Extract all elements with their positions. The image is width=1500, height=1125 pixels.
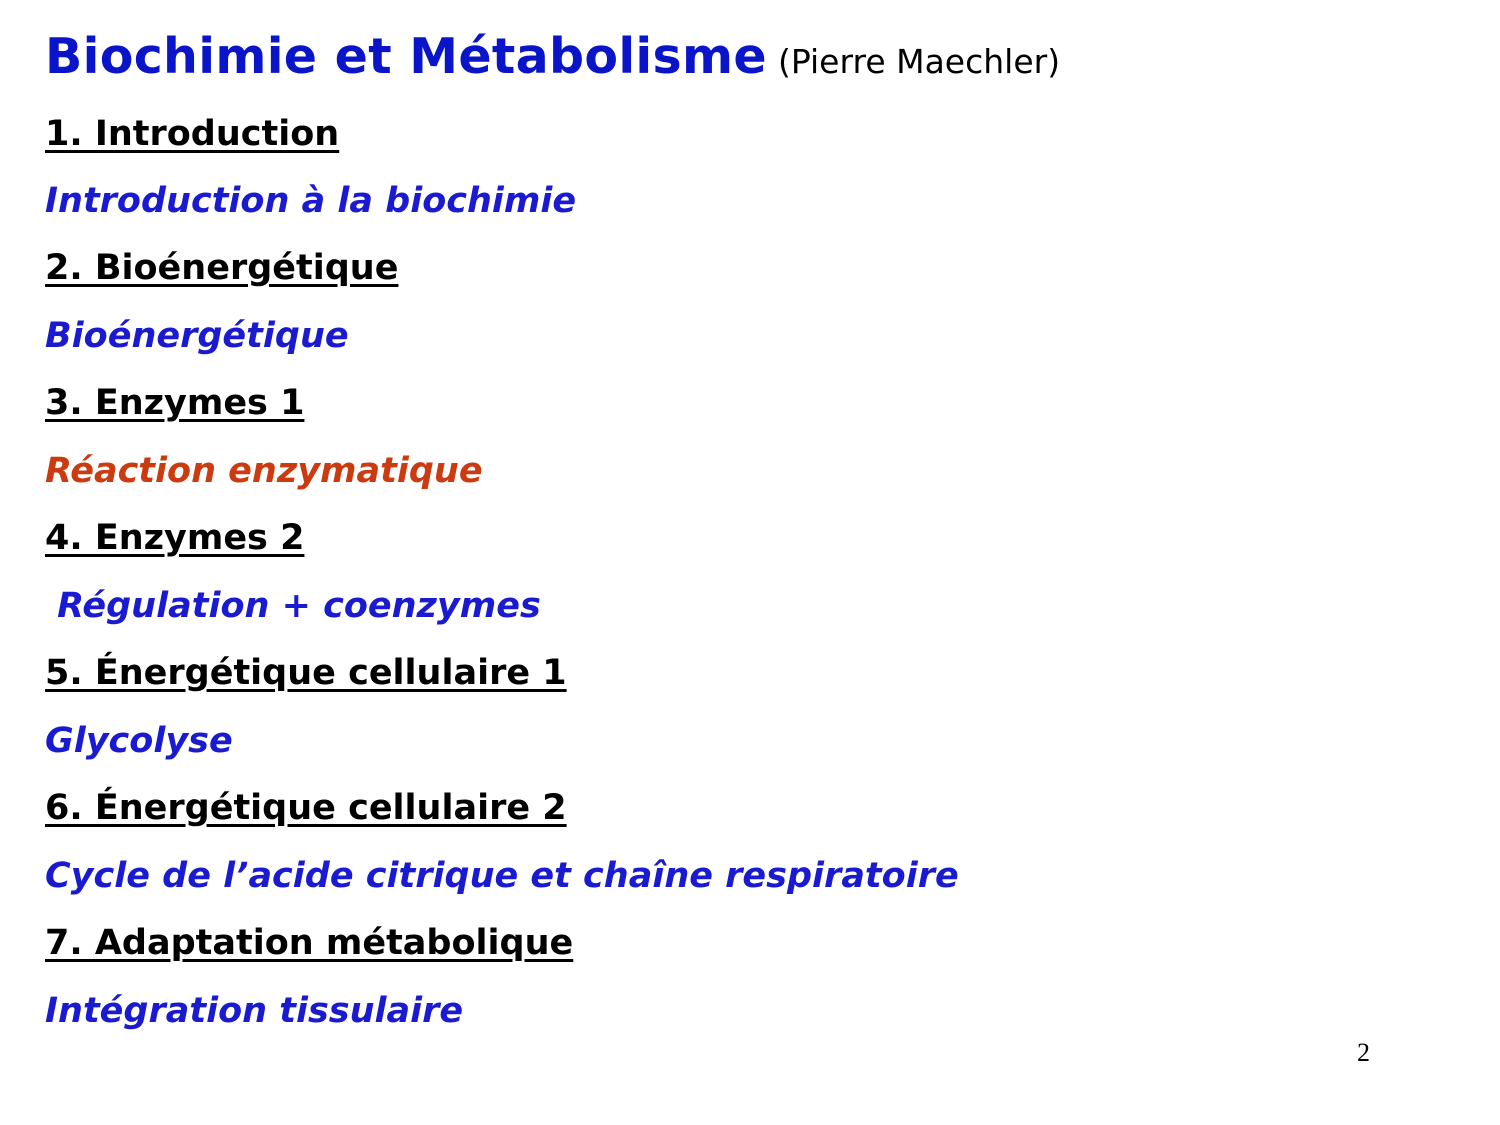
section-heading-6: 6. Énergétique cellulaire 2 — [45, 788, 567, 828]
section-heading-2: 2. Bioénergétique — [45, 248, 399, 288]
section-subtitle-4: Régulation + coenzymes — [45, 586, 541, 626]
section-subtitle-5: Glycolyse — [45, 721, 233, 761]
section-subtitle-6: Cycle de l’acide citrique et chaîne respiratoire — [45, 856, 959, 896]
section-heading-3: 3. Enzymes 1 — [45, 383, 305, 423]
section-subtitle-2: Bioénergétique — [45, 316, 349, 356]
section-subtitle-1: Introduction à la biochimie — [45, 181, 577, 221]
section-heading-5: 5. Énergétique cellulaire 1 — [45, 653, 567, 693]
section-subtitle-7: Intégration tissulaire — [45, 991, 464, 1031]
section-heading-7: 7. Adaptation métabolique — [45, 923, 574, 963]
section-heading-4: 4. Enzymes 2 — [45, 518, 305, 558]
title-line — [45, 28, 1060, 85]
page-number: 2 — [1357, 1038, 1370, 1067]
author-name: (Pierre Maechler) — [777, 42, 1061, 81]
section-subtitle-3: Réaction enzymatique — [45, 451, 483, 491]
section-heading-1: 1. Introduction — [45, 114, 340, 154]
slide-title: Biochimie et Métabolisme — [45, 28, 767, 85]
